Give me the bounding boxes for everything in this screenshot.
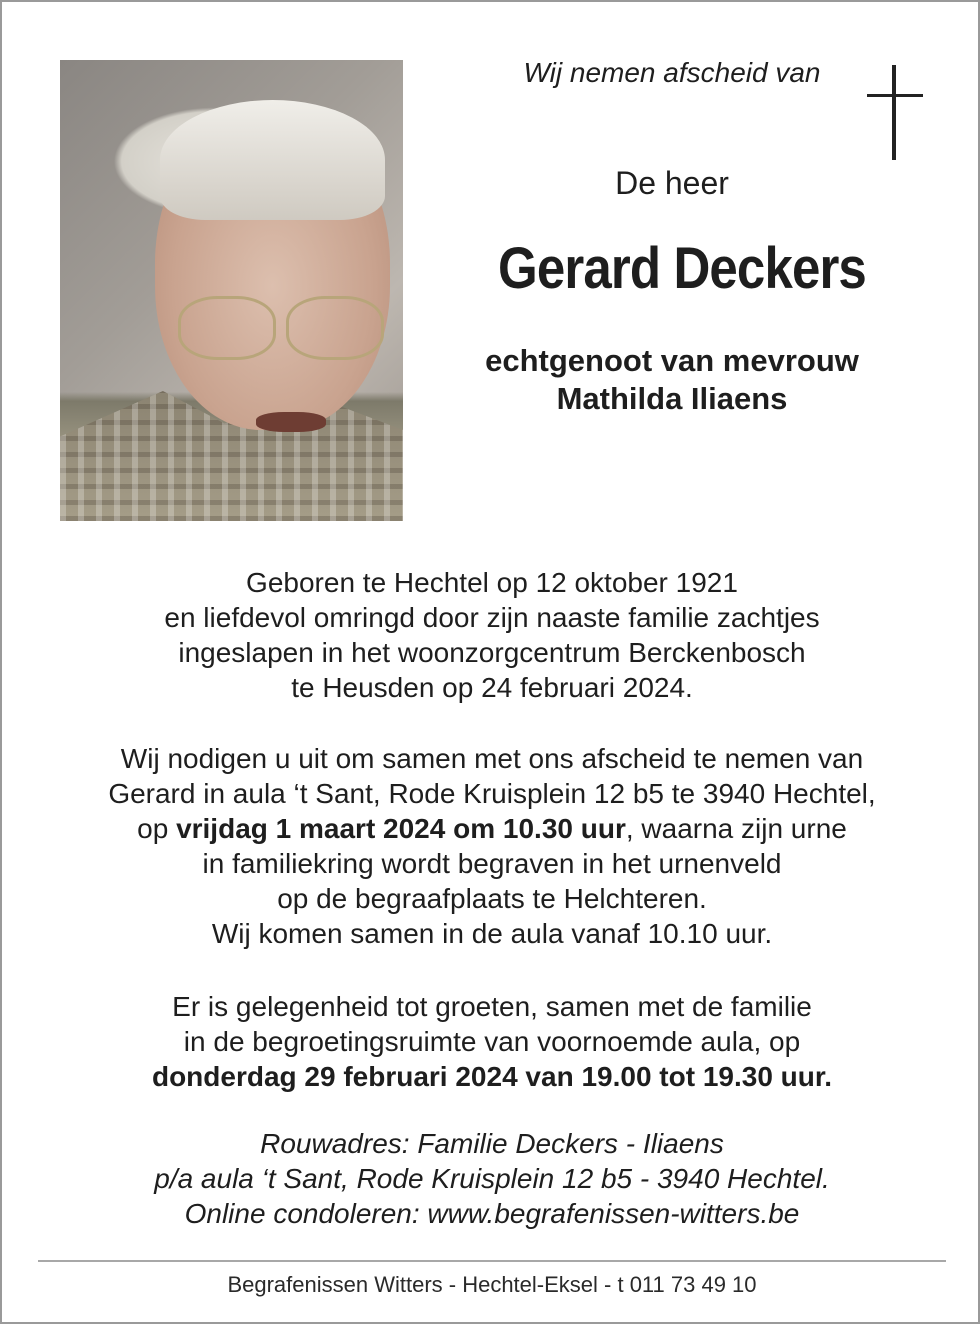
online-condolence: Online condoleren: www.begrafenissen-witters.be: [184, 1198, 800, 1229]
mourning-address: Rouwadres: Familie Deckers - Iliaens: [260, 1128, 724, 1159]
ceremony-line-1: Wij nodigen u uit om samen met ons afscheid te nemen van: [120, 743, 864, 774]
spouse-line-2: Mathilda Iliaens: [556, 381, 788, 416]
ceremony-line-3: [42, 811, 942, 846]
ceremony-line-3-post: , waarna zijn urne: [625, 813, 847, 844]
ceremony-line-2: Gerard in aula ‘t Sant, Rode Kruisplein 12 b5 te 3940 Hechtel,: [108, 778, 876, 809]
spouse-info: [432, 342, 912, 418]
birth-death-line-2: en liefdevol omringd door zijn naaste familie zachtjes: [164, 602, 820, 633]
ceremony-line-4: in familiekring wordt begraven in het urnenveld: [202, 848, 782, 879]
ceremony-line-3-pre: op: [137, 813, 177, 844]
birth-death-paragraph: [42, 565, 942, 705]
ceremony-paragraph: [42, 741, 942, 951]
funeral-home-footer: Begrafenissen Witters - Hechtel-Eksel - t 011 73 49 10: [227, 1272, 757, 1297]
birth-line: Geboren te Hechtel op 12 oktober 1921: [246, 567, 738, 598]
portrait-glasses: [178, 296, 388, 366]
death-line: te Heusden op 24 februari 2024.: [291, 672, 693, 703]
mourning-address-line-2: p/a aula ‘t Sant, Rode Kruisplein 12 b5 - 3940 Hechtel.: [154, 1163, 830, 1194]
portrait-mouth: [256, 412, 326, 432]
deceased-name: Gerard Deckers: [498, 236, 866, 301]
visitation-line-2: in de begroetingsruimte van voornoemde aula, op: [183, 1026, 801, 1057]
salutation: De heer: [615, 165, 729, 201]
visitation-datetime: donderdag 29 februari 2024 van 19.00 tot 19.30 uur.: [151, 1061, 833, 1092]
ceremony-datetime: vrijdag 1 maart 2024 om 10.30 uur: [176, 813, 626, 844]
ceremony-line-5: op de begraafplaats te Helchteren.: [277, 883, 707, 914]
visitation-line-1: Er is gelegenheid tot groeten, samen met de familie: [172, 991, 812, 1022]
birth-death-line-3: ingeslapen in het woonzorgcentrum Berckenbosch: [178, 637, 806, 668]
portrait-photo: [60, 60, 403, 521]
portrait-hair: [160, 100, 385, 220]
visitation-paragraph: [42, 989, 942, 1094]
ceremony-line-6: Wij komen samen in de aula vanaf 10.10 uur.: [211, 918, 773, 949]
contact-paragraph: [42, 1126, 942, 1231]
intro-text: Wij nemen afscheid van: [523, 57, 821, 88]
spouse-line-1: echtgenoot van mevrouw: [485, 343, 859, 378]
footer-divider: [38, 1260, 946, 1262]
